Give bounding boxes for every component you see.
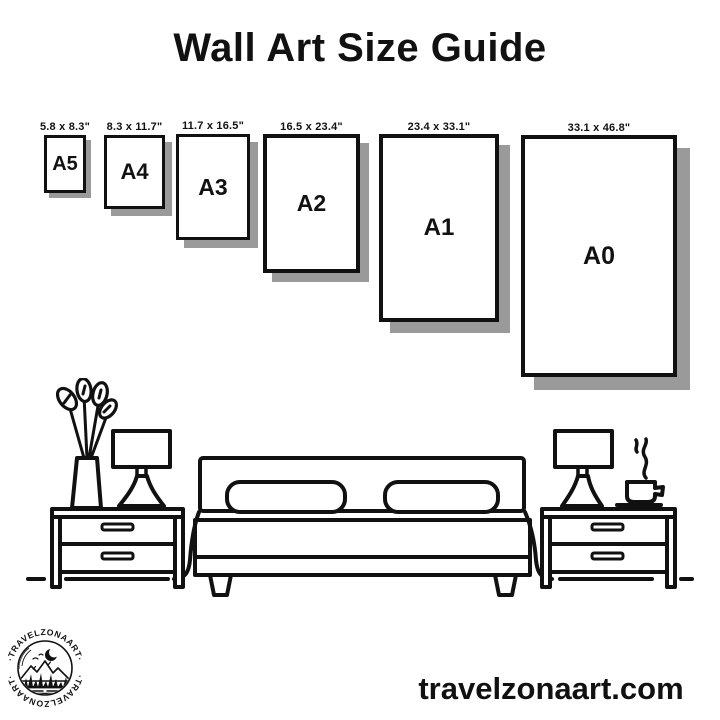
- size-dimensions-label: 5.8 x 8.3": [39, 121, 91, 133]
- table-lamp-left: [113, 431, 170, 506]
- website-url: travelzonaart.com: [418, 671, 684, 706]
- logo-text-top: ·TRAVELZONAART·: [4, 626, 86, 663]
- page-title: Wall Art Size Guide: [173, 26, 547, 70]
- size-dimensions-label: 33.1 x 46.8": [567, 122, 631, 134]
- coffee-cup: [617, 439, 663, 505]
- bedroom-illustration: [0, 378, 720, 620]
- table-lamp-right: [555, 431, 612, 506]
- size-frame-a3: [176, 120, 250, 240]
- brand-logo: [1, 623, 91, 713]
- ground-band: [24, 686, 66, 688]
- nightstand-right: [542, 509, 675, 587]
- moon-crescent-cut: [49, 648, 59, 658]
- size-frame-a1: [379, 121, 499, 322]
- size-frame-a5: [39, 121, 91, 193]
- size-name-label: A2: [296, 190, 327, 216]
- steam-line-long: [643, 439, 646, 478]
- size-frame-a4: [104, 121, 165, 209]
- size-name-label: A3: [198, 173, 228, 200]
- lamp-shade: [555, 431, 612, 467]
- size-name-label: A0: [583, 241, 615, 270]
- bed-leg-left: [210, 575, 231, 595]
- vase: [72, 458, 101, 508]
- lamp-shade: [113, 431, 170, 467]
- lamp-base: [119, 476, 164, 506]
- svg-text:·TRAVELZONAART·: ·TRAVELZONAART·: [4, 673, 86, 710]
- size-dimensions-label: 16.5 x 23.4": [280, 121, 343, 133]
- size-frame-a0: [521, 122, 677, 377]
- nightstand-left: [52, 509, 183, 587]
- double-bed: [174, 458, 552, 595]
- pillow-left: [227, 482, 345, 512]
- bed-mattress: [195, 520, 530, 575]
- size-frame-a2: [263, 121, 360, 273]
- size-name-label: A1: [423, 214, 455, 241]
- cup-body: [627, 482, 663, 502]
- steam-line-short: [636, 440, 637, 452]
- lamp-base: [562, 476, 602, 506]
- pillow-right: [385, 482, 498, 512]
- bed-leg-right: [495, 575, 516, 595]
- size-name-label: A5: [52, 152, 78, 175]
- plant-vase: [54, 378, 120, 508]
- size-dimensions-label: 8.3 x 11.7": [106, 121, 163, 133]
- size-dimensions-label: 11.7 x 16.5": [181, 120, 245, 132]
- size-name-label: A4: [120, 159, 149, 184]
- size-dimensions-label: 23.4 x 33.1": [407, 121, 471, 133]
